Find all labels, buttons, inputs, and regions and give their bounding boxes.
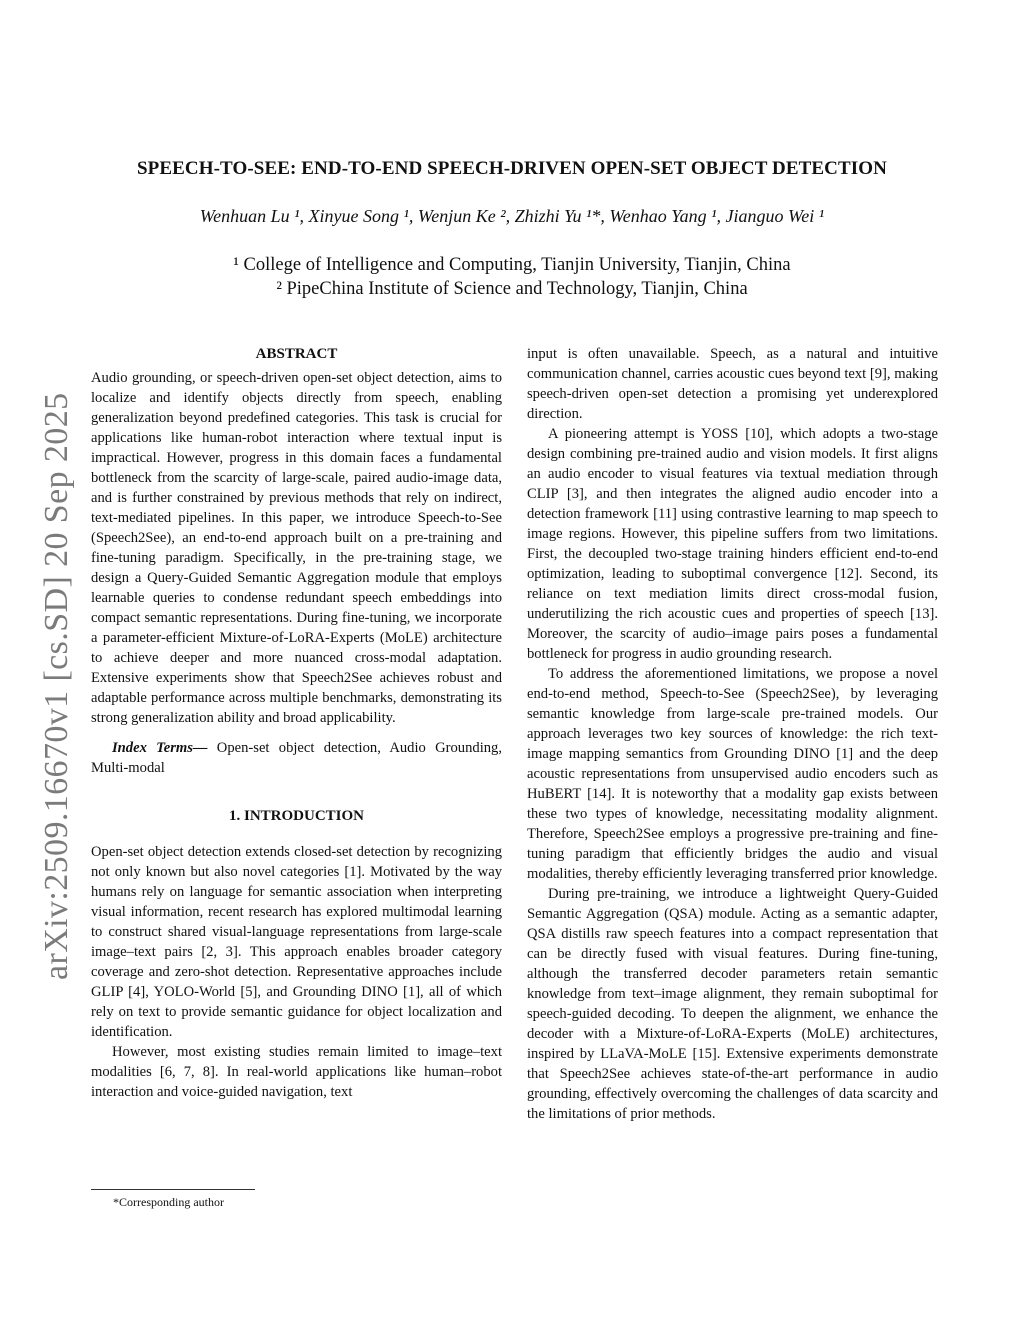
paper-title: SPEECH-TO-SEE: END-TO-END SPEECH-DRIVEN OPEN-SET OBJECT DETECTION xyxy=(137,158,887,179)
intro-paragraph-1: Open-set object detection extends closed-set detection by recognizing not only known but also novel categories [1]. Motivated by the way humans rely on language for semantic association when interpreting visual information, recent research has explored multimodal learning to construct shared visual-language representations from large-scale image–text pairs [2, 3]. This approach enables broader category coverage and zero-shot detection. Representative approaches include GLIP [4], YOLO-World [5], and Grounding DINO [1], all of which rely on text to provide semantic guidance for object localization and identification. xyxy=(91,844,502,1040)
affiliation-2: ² PipeChina Institute of Science and Technology, Tianjin, China xyxy=(276,279,748,299)
right-paragraph-3: To address the aforementioned limitations, we propose a novel end-to-end method, Speech-to-See (Speech2See), by leveraging semantic knowledge from large-scale pre-trained models. Our approach leverages two key sources of knowledge: the rich text-image mapping semantics from Grounding DINO [1] and the deep acoustic representations from unsupervised audio encoders such as HuBERT [14]. It is noteworthy that a modality gap exists between these two types of knowledge, necessitating modality alignment. Therefore, Speech2See employs a progressive pre-training and fine-tuning paradigm that efficiently bridges the audio and visual modalities, thereby efficiently leveraging transferred prior knowledge. xyxy=(527,666,938,882)
left-column xyxy=(91,344,502,1102)
intro-paragraph-2: However, most existing studies remain limited to image–text modalities [6, 7, 8]. In real-world applications like human–robot interaction and voice-guided navigation, text xyxy=(91,1044,502,1100)
abstract-heading: ABSTRACT xyxy=(255,346,338,362)
intro-heading: 1. INTRODUCTION xyxy=(228,808,364,824)
author-list: Wenhuan Lu ¹, Xinyue Song ¹, Wenjun Ke ², Zhizhi Yu ¹*, Wenhao Yang ¹, Jianguo Wei ¹ xyxy=(199,206,825,226)
arxiv-identifier: arXiv:2509.16670v1 [cs.SD] 20 Sep 2025 xyxy=(38,392,75,980)
index-terms-label: Index Terms— xyxy=(112,740,208,756)
footnote-divider xyxy=(91,1189,255,1190)
abstract-text: Audio grounding, or speech-driven open-set object detection, aims to localize and identify objects directly from speech, enabling generalization beyond predefined categories. This task is crucial for applications like human-robot interaction where textual input is impractical. However, progress in this domain faces a fundamental bottleneck from the scarcity of large-scale, paired audio-image data, and is further constrained by previous methods that rely on indirect, text-mediated pipelines. In this paper, we introduce Speech-to-See (Speech2See), an end-to-end approach built on a pre-training and fine-tuning paradigm. Specifically, in the pre-training stage, we design a Query-Guided Semantic Aggregation module that employs learnable queries to condense redundant speech embeddings into compact semantic representations. During fine-tuning, we incorporate a parameter-efficient Mixture-of-LoRA-Experts (MoLE) architecture to achieve deeper and more nuanced cross-modal adaptation. Extensive experiments show that Speech2See achieves robust and adaptable performance across multiple benchmarks, demonstrating its strong generalization ability and broad applicability. xyxy=(91,370,502,726)
affiliation-1: ¹ College of Intelligence and Computing, Tianjin University, Tianjin, China xyxy=(233,255,791,275)
right-column xyxy=(527,344,938,1124)
index-terms xyxy=(91,738,502,778)
footnote: *Corresponding author xyxy=(113,1195,224,1209)
right-paragraph-2: A pioneering attempt is YOSS [10], which adopts a two-stage design combining pre-trained audio and vision models. It first aligns an audio encoder to visual features via textual mediation through CLIP [3], and then integrates the aligned audio encoder into a detection framework [11] using contrastive learning to map speech to image regions. However, this pipeline suffers from two limitations. First, the decoupled two-stage training hinders efficient end-to-end optimization, leading to suboptimal convergence [12]. Second, its reliance on text mediation limits direct cross-modal fusion, underutilizing the rich acoustic cues and properties of speech [13]. Moreover, the scarcity of audio–image pairs poses a fundamental bottleneck for progress in audio grounding research. xyxy=(527,426,938,662)
right-paragraph-1: input is often unavailable. Speech, as a natural and intuitive communication channel, carries acoustic cues beyond text [9], making speech-driven open-set detection a promising yet underexplored direction. xyxy=(527,346,938,422)
index-terms-text: Open-set object detection, Audio Grounding, Multi-modal xyxy=(91,740,502,776)
right-paragraph-4: During pre-training, we introduce a lightweight Query-Guided Semantic Aggregation (QSA) module. Acting as a semantic adapter, QSA distills raw speech features into a compact representation that can be directly fused with visual features. During fine-tuning, although the transferred decoder parameters retain semantic knowledge from text–image alignment, they remain suboptimal for speech-guided decoding. To deepen the alignment, we enhance the decoder with a Mixture-of-LoRA-Experts (MoLE) architectures, inspired by LLaVA-MoLE [15]. Extensive experiments demonstrate that Speech2See achieves state-of-the-art performance in audio grounding, effectively overcoming the challenges of data scarcity and the limitations of prior methods. xyxy=(527,886,938,1122)
